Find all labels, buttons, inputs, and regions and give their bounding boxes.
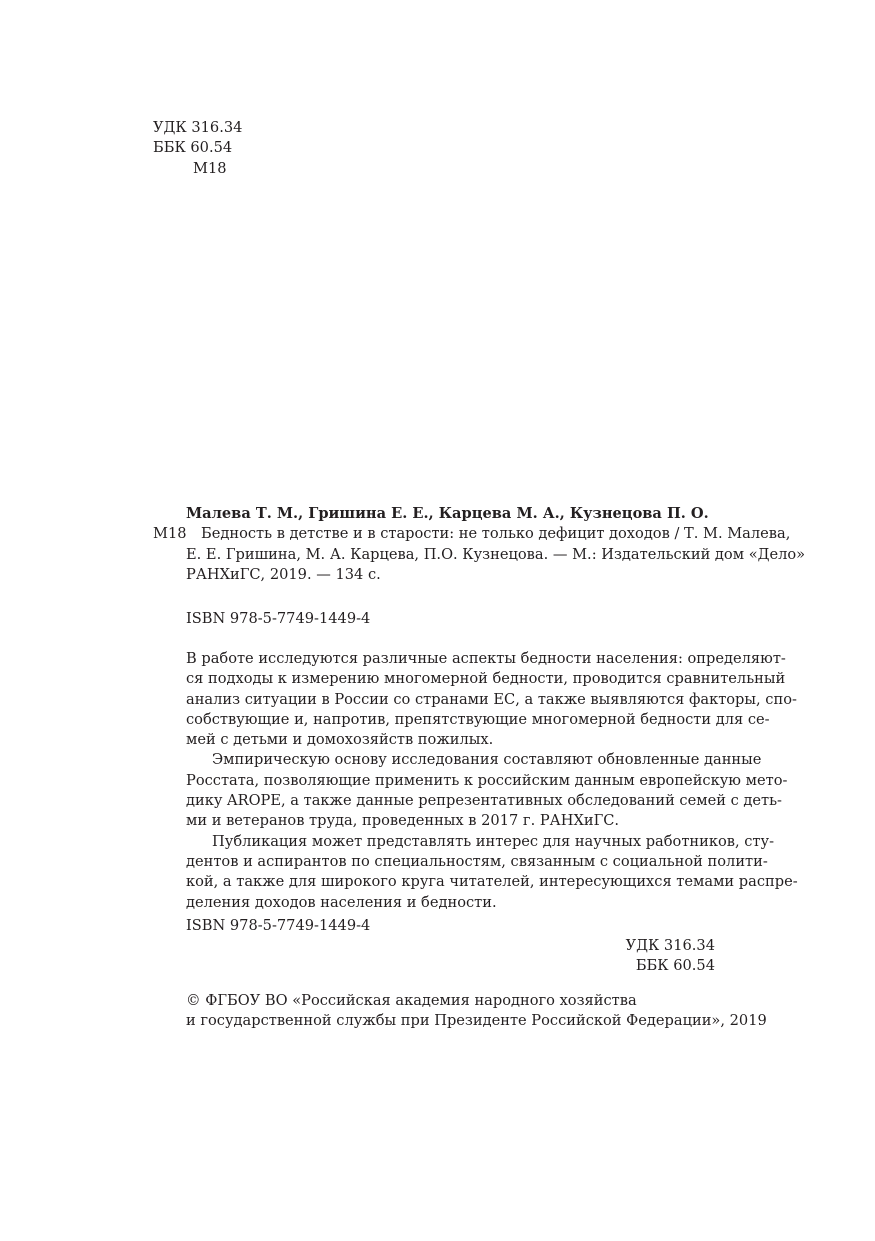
abstract-line: дику AROPE, а также данные репрезентативных обследований семей с деть- xyxy=(186,792,782,810)
udk-code: УДК 316.34 xyxy=(153,119,243,136)
record-line: Бедность в детстве и в старости: не только дефицит доходов / Т. М. Малева, xyxy=(201,525,791,543)
author-sign-margin: М18 xyxy=(153,525,187,542)
abstract-line: деления доходов населения и бедности. xyxy=(186,893,497,911)
abstract xyxy=(186,649,798,913)
abstract-line: мей с детьми и домохозяйств пожилых. xyxy=(186,731,494,749)
abstract-line: кой, а также для широкого круга читателей, интересующихся темами распре- xyxy=(186,873,798,891)
bbk-code: ББК 60.54 xyxy=(153,139,233,157)
copyright-line: © ФГБОУ ВО «Российская академия народного хозяйства xyxy=(186,992,637,1009)
abstract-line: ми и ветеранов труда, проведенных в 2017 г. РАНХиГС. xyxy=(186,812,620,830)
author-sign: М18 xyxy=(193,159,227,177)
abstract-line: анализ ситуации в России со странами ЕС, а также выявляются факторы, спо- xyxy=(186,690,797,708)
bibliographic-record xyxy=(186,504,806,585)
isbn-top: ISBN 978-5-7749-1449-4 xyxy=(186,610,371,627)
copyright-line: и государственной службы при Президенте Российской Федерации», 2019 xyxy=(186,1012,767,1030)
record-authors: Малева Т. М., Гришина Е. Е., Карцева М. А., Кузнецова П. О. xyxy=(186,505,709,522)
copyright-notice xyxy=(186,991,767,1032)
abstract-line: собствующие и, напротив, препятствующие многомерной бедности для се- xyxy=(186,710,770,728)
udk-code-right: УДК 316.34 xyxy=(625,937,715,954)
classification-codes-right xyxy=(560,936,715,977)
abstract-line: Публикация может представлять интерес для научных работников, сту- xyxy=(212,832,775,850)
abstract-line: Росстата, позволяющие применить к российским данным европейскую мето- xyxy=(186,771,788,789)
record-line: РАНХиГС, 2019. — 134 с. xyxy=(186,565,381,583)
abstract-line: Эмпирическую основу исследования составляют обновленные данные xyxy=(212,751,762,769)
classification-codes-block xyxy=(153,118,263,179)
bbk-code-right: ББК 60.54 xyxy=(635,957,715,975)
abstract-line: ся подходы к измерению многомерной бедности, проводится сравнительный xyxy=(186,670,786,688)
abstract-line: дентов и аспирантов по специальностям, связанным с социальной полити- xyxy=(186,852,768,870)
isbn-bottom: ISBN 978-5-7749-1449-4 xyxy=(186,917,371,934)
abstract-line: В работе исследуются различные аспекты бедности населения: определяют- xyxy=(186,650,786,667)
record-line: Е. Е. Гришина, М. А. Карцева, П.О. Кузнецова. — М.: Издательский дом «Дело» xyxy=(186,545,806,563)
